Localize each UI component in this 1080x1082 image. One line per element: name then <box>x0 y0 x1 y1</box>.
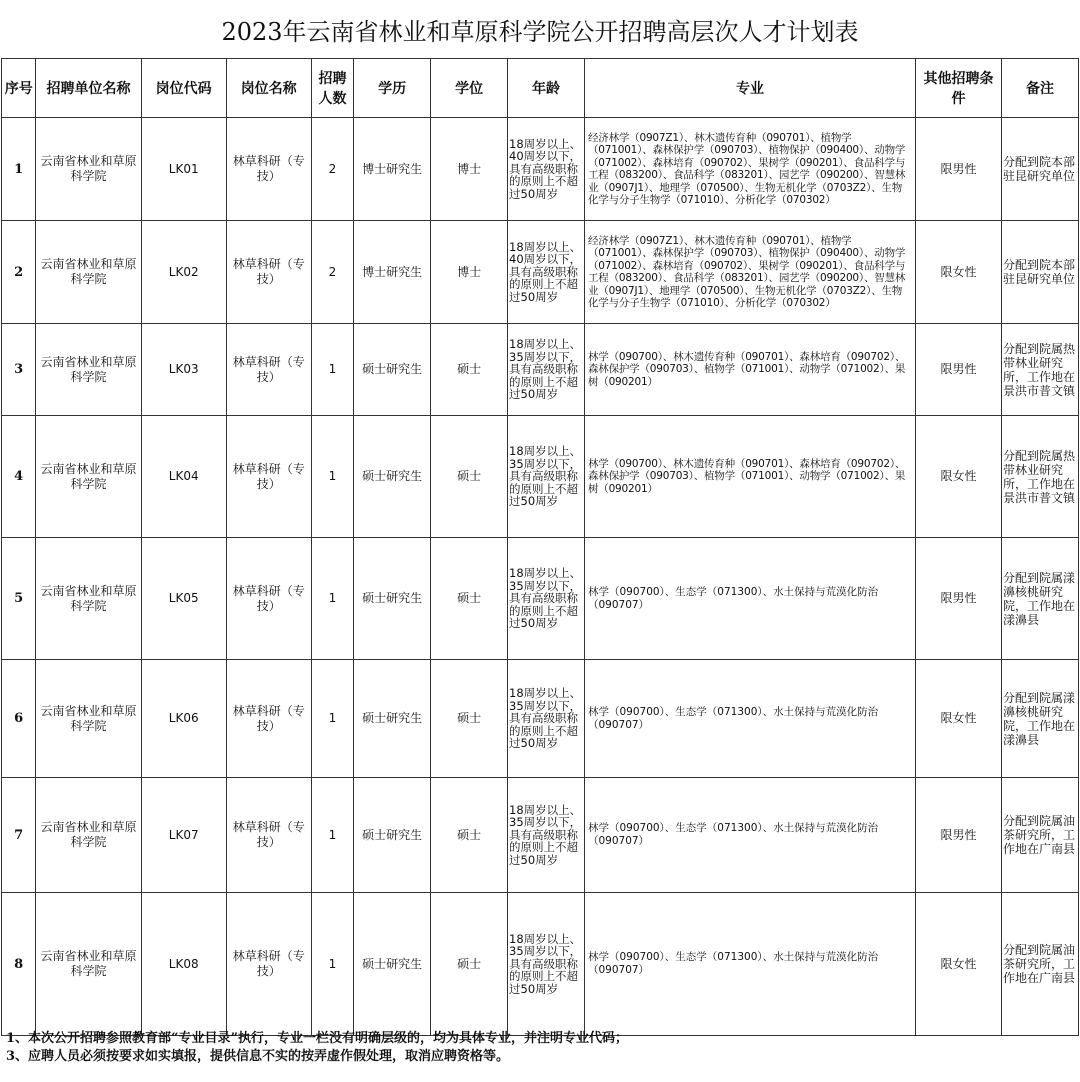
cell-unit: 云南省林业和草原科学院 <box>36 538 141 660</box>
footnote-3: 3、应聘人员必须按要求如实填报，提供信息不实的按弄虚作假处理，取消应聘资格等。 <box>6 1049 510 1064</box>
cell-major: 林学（090700）、林木遗传育种（090701）、森林培育（090702）、森林保护学（090703）、植物学（071001）、动物学（071002）、果树（090201） <box>584 324 915 416</box>
cell-count: 1 <box>311 893 354 1036</box>
cell-unit: 云南省林业和草原科学院 <box>36 660 141 778</box>
cell-education: 硕士研究生 <box>354 660 431 778</box>
cell-degree: 硕士 <box>431 778 508 893</box>
cell-code: LK08 <box>141 893 226 1036</box>
cell-code: LK02 <box>141 221 226 324</box>
cell-remark: 分配到院属热带林业研究所，工作地在景洪市普文镇 <box>1001 416 1078 538</box>
header-post: 岗位名称 <box>226 59 311 118</box>
cell-education: 硕士研究生 <box>354 538 431 660</box>
cell-remark: 分配到院属油茶研究所，工作地在广南县 <box>1001 778 1078 893</box>
cell-other: 限女性 <box>915 660 1001 778</box>
table-header-row <box>2 59 1079 118</box>
cell-post: 林草科研（专技） <box>226 538 311 660</box>
cell-education: 硕士研究生 <box>354 324 431 416</box>
cell-age: 18周岁以上、35周岁以下，具有高级职称的原则上不超过50周岁 <box>508 778 585 893</box>
cell-age: 18周岁以上、35周岁以下，具有高级职称的原则上不超过50周岁 <box>508 538 585 660</box>
cell-post: 林草科研（专技） <box>226 118 311 221</box>
header-education: 学历 <box>354 59 431 118</box>
cell-other: 限男性 <box>915 538 1001 660</box>
cell-code: LK06 <box>141 660 226 778</box>
cell-other: 限女性 <box>915 221 1001 324</box>
cell-count: 1 <box>311 660 354 778</box>
header-other: 其他招聘条件 <box>915 59 1001 118</box>
cell-count: 1 <box>311 778 354 893</box>
cell-remark: 分配到院本部驻昆研究单位 <box>1001 118 1078 221</box>
cell-unit: 云南省林业和草原科学院 <box>36 778 141 893</box>
header-major: 专业 <box>584 59 915 118</box>
cell-age: 18周岁以上、35周岁以下，具有高级职称的原则上不超过50周岁 <box>508 416 585 538</box>
cell-post: 林草科研（专技） <box>226 416 311 538</box>
cell-education: 硕士研究生 <box>354 893 431 1036</box>
cell-unit: 云南省林业和草原科学院 <box>36 118 141 221</box>
table-row <box>2 221 1079 324</box>
cell-degree: 博士 <box>431 118 508 221</box>
header-seq: 序号 <box>2 59 36 118</box>
cell-education: 硕士研究生 <box>354 778 431 893</box>
cell-code: LK04 <box>141 416 226 538</box>
cell-post: 林草科研（专技） <box>226 778 311 893</box>
cell-post: 林草科研（专技） <box>226 324 311 416</box>
footnotes <box>6 1030 1076 1066</box>
footnote-1: 1、本次公开招聘参照教育部“专业目录”执行，专业一栏没有明确层级的，均为具体专业，并注明专业代码； <box>6 1031 629 1046</box>
header-degree: 学位 <box>431 59 508 118</box>
header-unit: 招聘单位名称 <box>36 59 141 118</box>
cell-other: 限男性 <box>915 118 1001 221</box>
cell-major: 经济林学（0907Z1）、林木遗传育种（090701）、植物学（071001）、森林保护学（090703）、植物保护（090400）、动物学（071002）、森林培育（090702）、果树学（090201）、食品科学与工程（083200）、食品科学（083201）、园艺学（090200）、智慧林业（0907J1）、地理学（070500）、生物无机化学（0703Z2）、生物化学与分子生物学（071010）、分析化学（070302） <box>584 118 915 221</box>
header-code: 岗位代码 <box>141 59 226 118</box>
table-row <box>2 778 1079 893</box>
cell-count: 2 <box>311 118 354 221</box>
cell-age: 18周岁以上、40周岁以下，具有高级职称的原则上不超过50周岁 <box>508 221 585 324</box>
cell-degree: 硕士 <box>431 324 508 416</box>
cell-degree: 硕士 <box>431 416 508 538</box>
cell-seq: 2 <box>2 221 36 324</box>
cell-remark: 分配到院属油茶研究所，工作地在广南县 <box>1001 893 1078 1036</box>
cell-code: LK03 <box>141 324 226 416</box>
page-title: 2023年云南省林业和草原科学院公开招聘高层次人才计划表 <box>221 17 859 46</box>
cell-major: 林学（090700）、生态学（071300）、水土保持与荒漠化防治（090707） <box>584 778 915 893</box>
cell-count: 1 <box>311 324 354 416</box>
cell-other: 限女性 <box>915 416 1001 538</box>
cell-count: 1 <box>311 416 354 538</box>
cell-degree: 博士 <box>431 221 508 324</box>
table-row <box>2 660 1079 778</box>
cell-remark: 分配到院属热带林业研究所，工作地在景洪市普文镇 <box>1001 324 1078 416</box>
table-row <box>2 538 1079 660</box>
cell-unit: 云南省林业和草原科学院 <box>36 324 141 416</box>
cell-unit: 云南省林业和草原科学院 <box>36 416 141 538</box>
cell-degree: 硕士 <box>431 660 508 778</box>
cell-degree: 硕士 <box>431 538 508 660</box>
recruitment-table <box>1 58 1079 1036</box>
table-row <box>2 118 1079 221</box>
cell-degree: 硕士 <box>431 893 508 1036</box>
cell-post: 林草科研（专技） <box>226 221 311 324</box>
cell-other: 限男性 <box>915 324 1001 416</box>
header-remark: 备注 <box>1001 59 1078 118</box>
cell-count: 2 <box>311 221 354 324</box>
cell-education: 博士研究生 <box>354 118 431 221</box>
cell-age: 18周岁以上、35周岁以下，具有高级职称的原则上不超过50周岁 <box>508 660 585 778</box>
cell-seq: 6 <box>2 660 36 778</box>
cell-major: 林学（090700）、林木遗传育种（090701）、森林培育（090702）、森林保护学（090703）、植物学（071001）、动物学（071002）、果树（090201） <box>584 416 915 538</box>
cell-other: 限男性 <box>915 778 1001 893</box>
cell-code: LK05 <box>141 538 226 660</box>
header-age: 年龄 <box>508 59 585 118</box>
cell-major: 经济林学（0907Z1）、林木遗传育种（090701）、植物学（071001）、森林保护学（090703）、植物保护（090400）、动物学（071002）、森林培育（090702）、果树学（090201）、食品科学与工程（083200）、食品科学（083201）、园艺学（090200）、智慧林业（0907J1）、地理学（070500）、生物无机化学（0703Z2）、生物化学与分子生物学（071010）、分析化学（070302） <box>584 221 915 324</box>
cell-age: 18周岁以上、35周岁以下，具有高级职称的原则上不超过50周岁 <box>508 893 585 1036</box>
cell-major: 林学（090700）、生态学（071300）、水土保持与荒漠化防治（090707） <box>584 893 915 1036</box>
cell-seq: 3 <box>2 324 36 416</box>
cell-education: 硕士研究生 <box>354 416 431 538</box>
cell-seq: 1 <box>2 118 36 221</box>
cell-code: LK07 <box>141 778 226 893</box>
cell-age: 18周岁以上、35周岁以下，具有高级职称的原则上不超过50周岁 <box>508 324 585 416</box>
cell-remark: 分配到院属漾濞核桃研究院，工作地在漾濞县 <box>1001 660 1078 778</box>
cell-other: 限女性 <box>915 893 1001 1036</box>
cell-seq: 4 <box>2 416 36 538</box>
cell-post: 林草科研（专技） <box>226 893 311 1036</box>
table-row <box>2 416 1079 538</box>
cell-count: 1 <box>311 538 354 660</box>
table-row <box>2 893 1079 1036</box>
cell-post: 林草科研（专技） <box>226 660 311 778</box>
table-body <box>2 118 1079 1036</box>
cell-remark: 分配到院属漾濞核桃研究院，工作地在漾濞县 <box>1001 538 1078 660</box>
cell-education: 博士研究生 <box>354 221 431 324</box>
cell-remark: 分配到院本部驻昆研究单位 <box>1001 221 1078 324</box>
cell-seq: 7 <box>2 778 36 893</box>
cell-seq: 8 <box>2 893 36 1036</box>
cell-major: 林学（090700）、生态学（071300）、水土保持与荒漠化防治（090707） <box>584 538 915 660</box>
cell-unit: 云南省林业和草原科学院 <box>36 893 141 1036</box>
cell-seq: 5 <box>2 538 36 660</box>
cell-major: 林学（090700）、生态学（071300）、水土保持与荒漠化防治（090707） <box>584 660 915 778</box>
cell-code: LK01 <box>141 118 226 221</box>
cell-unit: 云南省林业和草原科学院 <box>36 221 141 324</box>
table-row <box>2 324 1079 416</box>
cell-age: 18周岁以上、40周岁以下，具有高级职称的原则上不超过50周岁 <box>508 118 585 221</box>
header-count: 招聘人数 <box>311 59 354 118</box>
